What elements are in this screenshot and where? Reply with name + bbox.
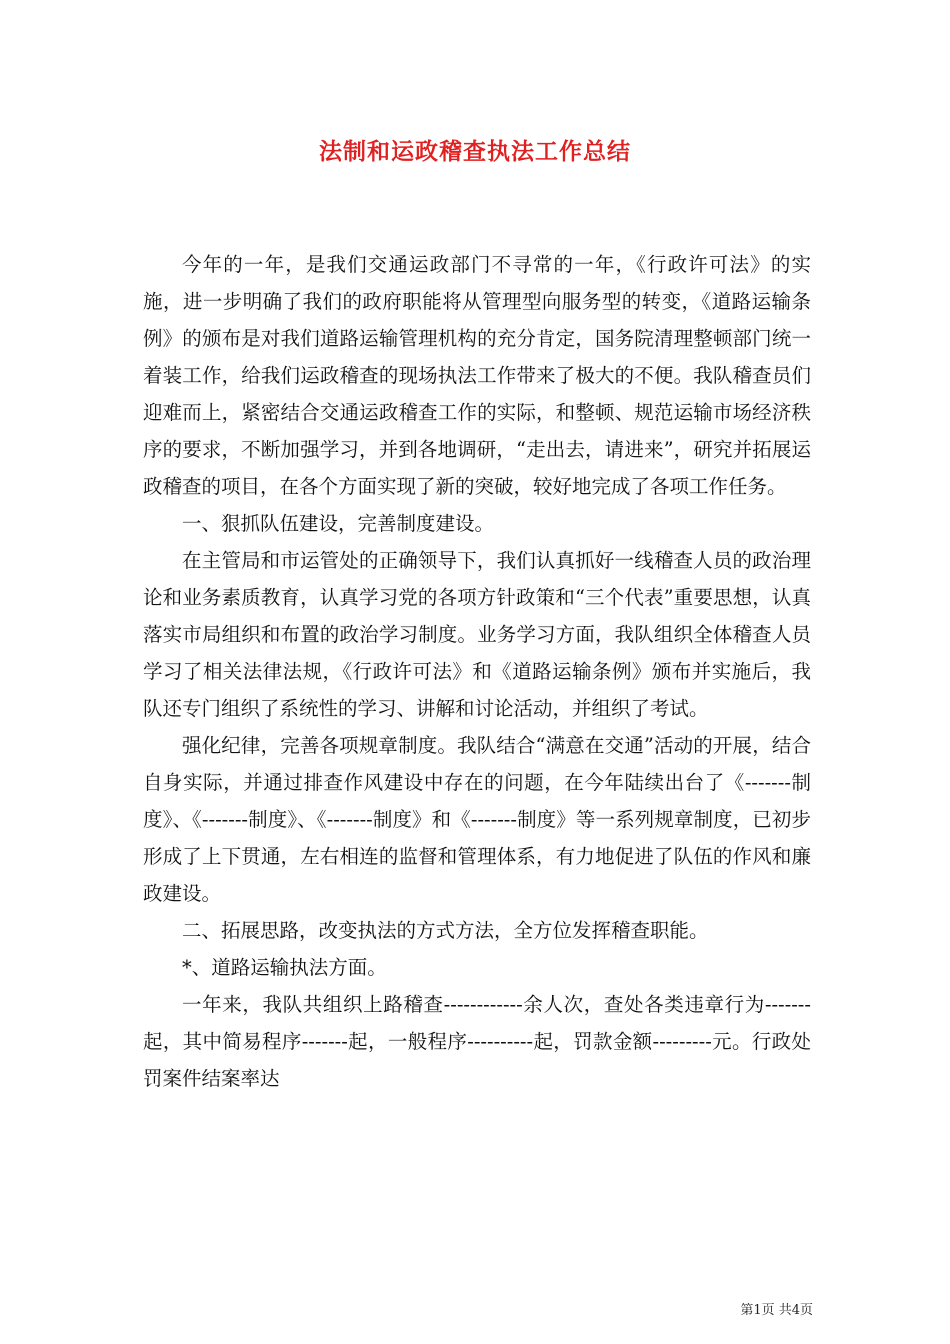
paragraph-discipline: 强化纪律，完善各项规章制度。我队结合“满意在交通”活动的开展，结合自身实际，并通过排查作风建设中存在的问题，在今年陆续出台了《-------制度》、《-------制度》、《-------制度》和《-------制度》等一系列规章制度，已初步形成了上下贯通，左右相连的监督和管理体系，有力地促进了队伍的作风和廉政建设。 — [143, 734, 811, 905]
document-title: 法制和运政稽查执法工作总结 — [319, 138, 631, 165]
document-body — [143, 246, 811, 1097]
page-number: 第1页 共4页 — [740, 1303, 813, 1318]
section-heading-1: 一、狠抓队伍建设，完善制度建设。 — [182, 512, 495, 535]
paragraph-intro: 今年的一年，是我们交通运政部门不寻常的一年，《行政许可法》的实施，进一步明确了我们的政府职能将从管理型向服务型的转变，《道路运输条例》的颁布是对我们道路运输管理机构的充分肯定，国务院清理整顿部门统一着装工作，给我们运政稽查的现场执法工作带来了极大的不便。我队稽查员们迎难而上，紧密结合交通运政稽查工作的实际，和整顿、规范运输市场经济秩序的要求，不断加强学习，并到各地调研，“走出去，请进来”，研究并拓展运政稽查的项目，在各个方面实现了新的突破，较好地完成了各项工作任务。 — [143, 253, 811, 498]
subsection-heading: *、道路运输执法方面。 — [182, 956, 387, 979]
section-heading-2: 二、拓展思路，改变执法的方式方法，全方位发挥稽查职能。 — [182, 919, 709, 942]
paragraph-enforcement: 一年来，我队共组织上路稽查------------余人次，查处各类违章行为-------起，其中简易程序-------起，一般程序----------起，罚款金额---------元。行政处罚案件结案率达 — [143, 993, 811, 1090]
paragraph-team-building: 在主管局和市运管处的正确领导下，我们认真抓好一线稽查人员的政治理论和业务素质教育，认真学习党的各项方针政策和“三个代表”重要思想，认真落实市局组织和布置的政治学习制度。业务学习方面，我队组织全体稽查人员学习了相关法律法规，《行政许可法》和《道路运输条例》颁布并实施后，我队还专门组织了系统性的学习、讲解和讨论活动，并组织了考试。 — [143, 549, 811, 720]
